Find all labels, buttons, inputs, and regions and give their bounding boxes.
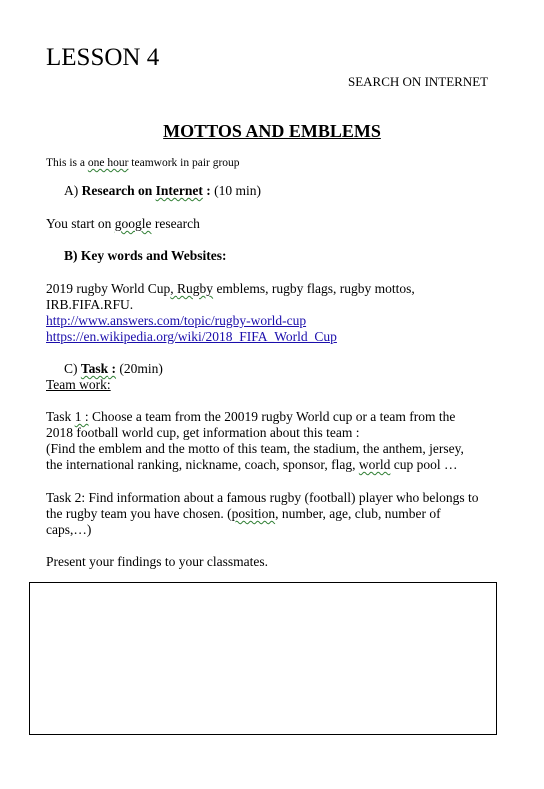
present-line: Present your findings to your classmates.: [46, 554, 268, 569]
section-a-heading: [64, 183, 261, 199]
task2-line2-post: , number, age, club, number of: [275, 506, 441, 521]
section-c-task: Task: [80, 361, 109, 376]
task1-line-3: (Find the emblem and the motto of this team, the stadium, the anthem, jersey,: [46, 441, 464, 456]
intro-line: [46, 157, 240, 169]
google-highlight: google: [114, 216, 152, 231]
task1-line1-rest: Choose a team from the 20019 rugby World cup or a team from the: [88, 409, 456, 424]
section-c-suffix: (20min): [116, 361, 163, 376]
lesson-heading: LESSON 4: [46, 44, 160, 71]
task2-line2-pre: the rugby team you have chosen. (: [46, 506, 232, 521]
answers-link[interactable]: http://www.answers.com/topic/rugby-world-cup: [46, 313, 307, 328]
section-a-prefix: A): [64, 183, 82, 198]
section-a-suffix: (10 min): [210, 183, 261, 198]
section-c-heading: [64, 361, 163, 377]
keywords-comma: ,: [170, 281, 178, 296]
intro-post: teamwork in pair group: [128, 157, 240, 169]
section-a-keyword: Internet: [155, 183, 203, 198]
task1-line-2: 2018 football world cup, get information about this team :: [46, 425, 360, 440]
intro-highlight: one hour: [87, 157, 129, 169]
section-c-prefix: C): [64, 361, 81, 376]
google-line: [46, 216, 200, 232]
task2-line-3: caps,…): [46, 522, 92, 537]
task2-line-1: Task 2: Find information about a famous rugby (football) player who belongs to: [46, 490, 479, 505]
task1-line4-pre: the international ranking, nickname, coach, sponsor, flag,: [46, 457, 359, 472]
task1-line4-post: cup pool …: [390, 457, 458, 472]
section-b-heading: B) Key words and Websites:: [64, 248, 227, 263]
answer-box[interactable]: [29, 582, 497, 735]
task1-label: Task: [46, 409, 75, 424]
task2-line-2: [46, 506, 441, 522]
keywords-rugby: Rugby: [177, 281, 214, 296]
section-c-colon: :: [108, 361, 117, 376]
search-subheading: SEARCH ON INTERNET: [348, 74, 489, 89]
keywords-line-2: IRB.FIFA.RFU.: [46, 297, 134, 312]
teamwork-label: Team work:: [46, 377, 111, 392]
wikipedia-link[interactable]: https://en.wikipedia.org/wiki/2018_FIFA_World_Cup: [46, 329, 337, 344]
keywords-a: 2019 rugby World Cup: [46, 281, 171, 296]
task1-line-1: [46, 409, 455, 425]
task1-number: 1 :: [74, 409, 89, 424]
intro-pre: This is a: [46, 157, 88, 169]
section-a-label: Research on: [81, 183, 156, 198]
task1-line4-highlight: world: [358, 457, 391, 472]
google-pre: You start on: [46, 216, 115, 231]
keywords-b: emblems, rugby flags, rugby mottos,: [213, 281, 415, 296]
keywords-line-1: [46, 281, 415, 297]
page-title: MOTTOS AND EMBLEMS: [163, 121, 381, 141]
section-a-colon: :: [202, 183, 211, 198]
google-post: research: [151, 216, 200, 231]
task2-line2-highlight: position: [231, 506, 276, 521]
task1-line-4: [46, 457, 458, 473]
